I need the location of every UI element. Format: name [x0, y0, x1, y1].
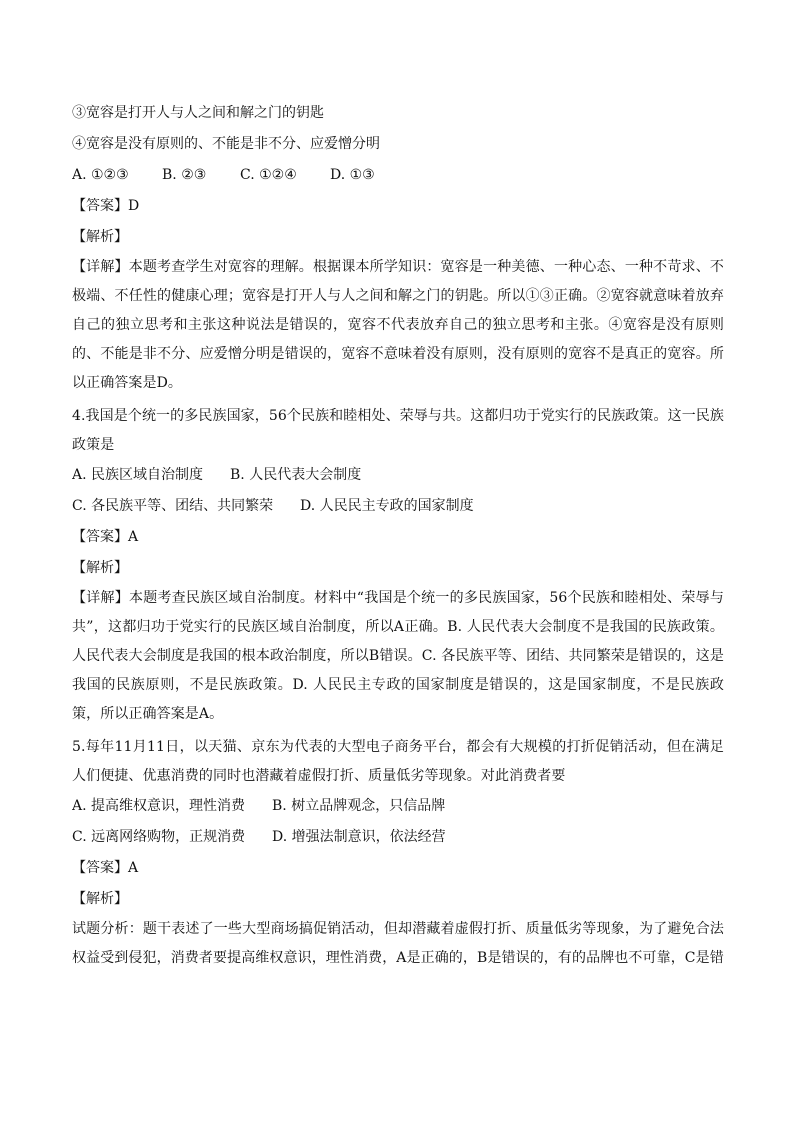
q4-analysis-label: 【解析】: [72, 560, 128, 576]
q4-detail: 【详解】本题考查民族区域自治制度。材料中“我国是个统一的多民族国家，56个民族和睦相处、荣辱与共”，这都归功于党实行的民族区域自治制度，所以A正确。B. 人民代表大会制度不是我国的民族政策。人民代表大会制度是我国的根本政治制度，所以B错误。C. 各民族平等、团结、共同繁荣是错误的，这是我国的民族原则，不是民族政策。D. 人民民主专政的国家制度是错误的，这是国家制度，不是民族政策，所以正确答案是A。: [72, 590, 724, 722]
document-page: [72, 98, 724, 973]
q3-item-4: ④宽容是没有原则的、不能是非不分、应爱憎分明: [72, 136, 380, 152]
q3-detail: 【详解】本题考查学生对宽容的理解。根据课本所学知识：宽容是一种美德、一种心态、一种不苛求、不极端、不任性的健康心理；宽容是打开人与人之间和解之门的钥匙。所以①③正确。②宽容就意味着放弃自己的独立思考和主张这种说法是错误的，宽容不代表放弃自己的独立思考和主张。④宽容是没有原则的、不能是非不分、应爱憎分明是错误的，宽容不意味着没有原则，没有原则的宽容不是真正的宽容。所以正确答案是D。: [72, 259, 724, 391]
q3-item-3: ③宽容是打开人与人之间和解之门的钥匙: [72, 105, 324, 121]
q3-option-d: D. ①③: [330, 167, 375, 183]
q5-stem: 5.每年11月11日，以天猫、京东为代表的大型电子商务平台，都会有大规模的打折促销活动，但在满足人们便捷、优惠消费的同时也潜藏着虚假打折、质量低劣等现象。对此消费者要: [72, 739, 724, 784]
q5-option-c: C. 远离网络购物，正规消费: [72, 829, 246, 845]
q4-option-b: B. 人民代表大会制度: [230, 467, 362, 483]
q4-option-a: A. 民族区域自治制度: [72, 467, 204, 483]
q4-answer: 【答案】A: [72, 529, 139, 545]
q4-stem: 4.我国是个统一的多民族国家，56个民族和睦相处、荣辱与共。这都归功于党实行的民族政策。这一民族政策是: [72, 408, 724, 453]
q4-option-d: D. 人民民主专政的国家制度: [300, 498, 474, 514]
q3-option-a: A. ①②③: [72, 167, 129, 183]
q3-option-b: B. ②③: [162, 167, 207, 183]
q5-detail: 试题分析：题干表述了一些大型商场搞促销活动，但却潜藏着虚假打折、质量低劣等现象，为了避免合法权益受到侵犯，消费者要提高维权意识，理性消费，A是正确的，B是错误的，有的品牌也不可靠，C是错: [72, 921, 724, 966]
q3-options: [72, 160, 724, 191]
q5-option-d: D. 增强法制意识，依法经营: [272, 829, 446, 845]
q5-option-b: B. 树立品牌观念，只信品牌: [272, 798, 446, 814]
q4-option-c: C. 各民族平等、团结、共同繁荣: [72, 498, 274, 514]
q5-options-row-2: [72, 822, 724, 853]
q3-option-c: C. ①②④: [240, 167, 297, 183]
q4-options-row-1: [72, 460, 724, 491]
q3-answer: 【答案】D: [72, 198, 140, 214]
q5-option-a: A. 提高维权意识，理性消费: [72, 798, 246, 814]
q3-analysis-label: 【解析】: [72, 229, 128, 245]
q5-options-row-1: [72, 791, 724, 822]
q4-options-row-2: [72, 491, 724, 522]
q5-analysis-label: 【解析】: [72, 891, 128, 907]
q5-answer: 【答案】A: [72, 860, 139, 876]
